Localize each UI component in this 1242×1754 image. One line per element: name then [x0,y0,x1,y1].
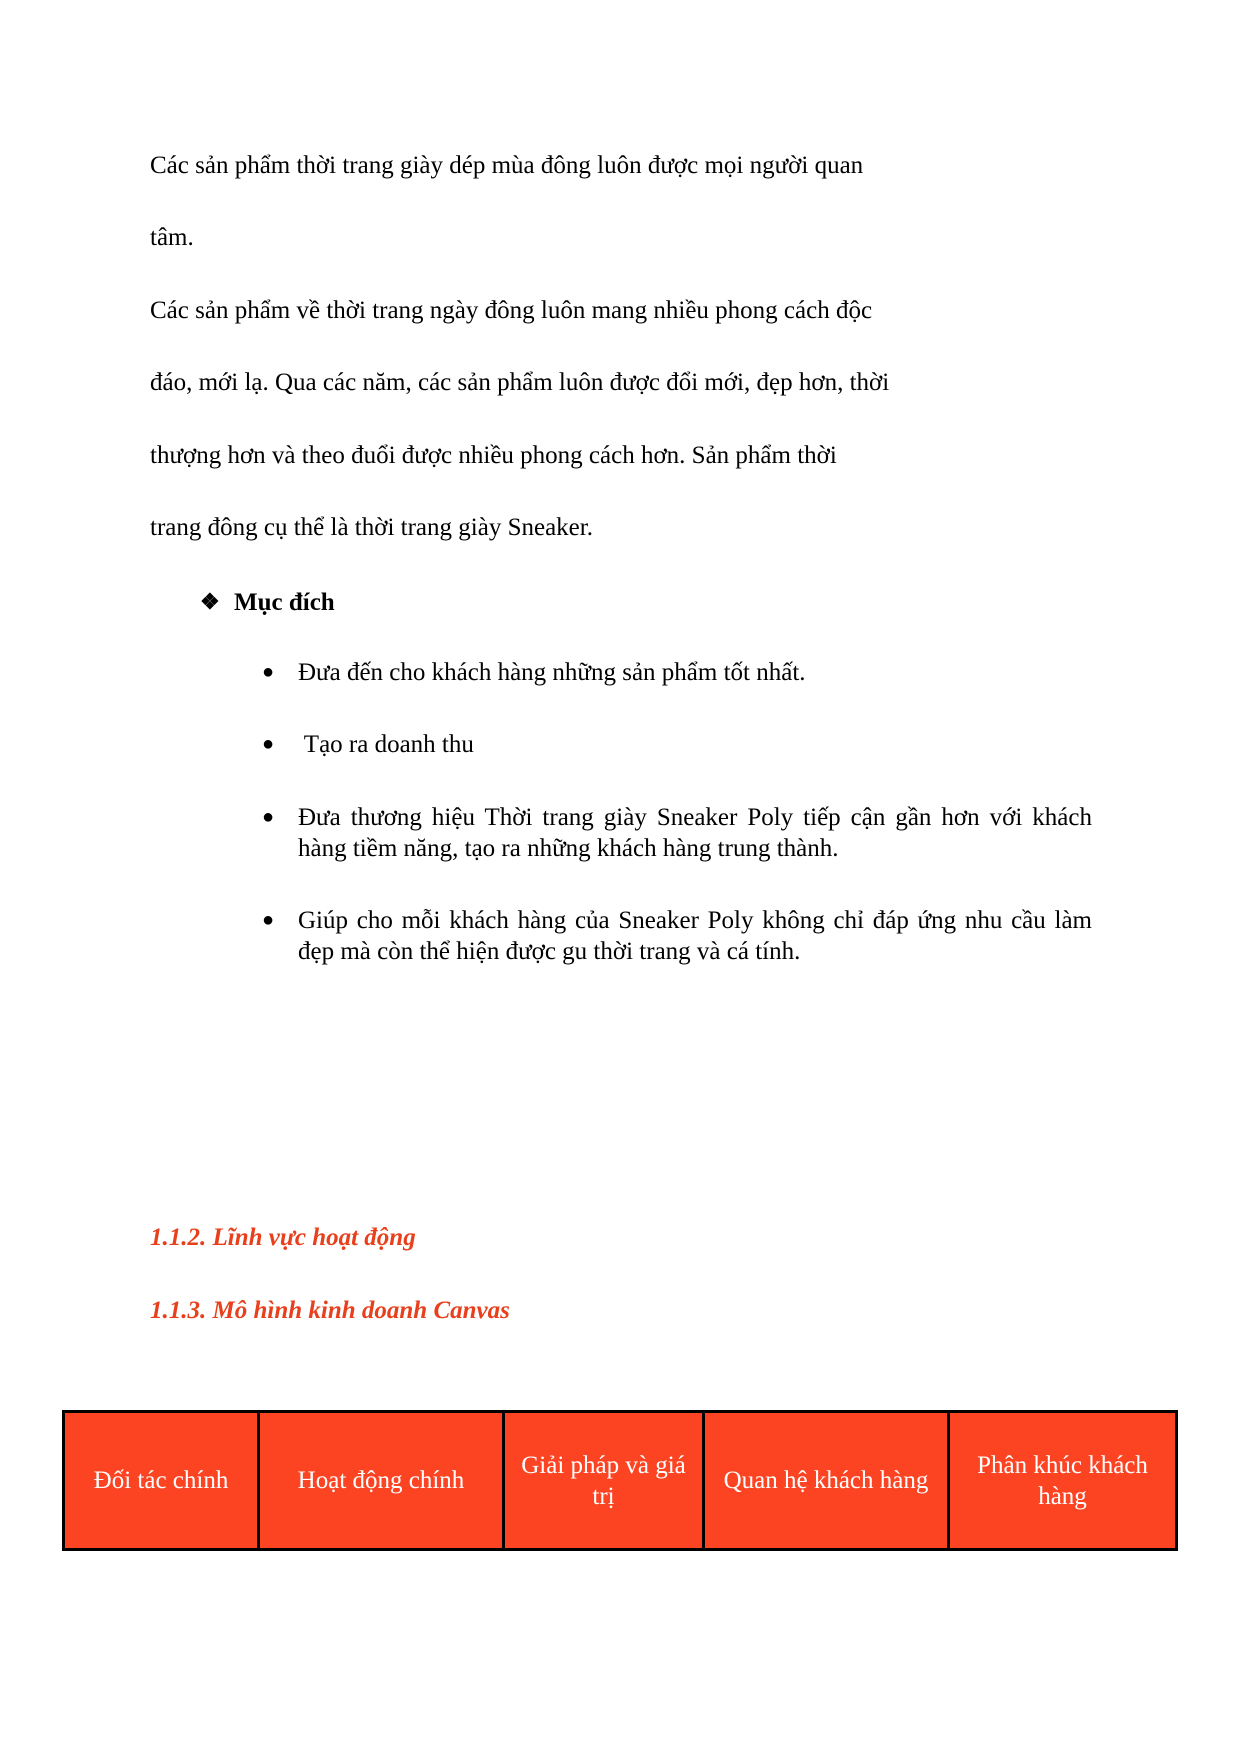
purpose-bullet-item [262,905,1092,967]
table-cell-key-partners: Đối tác chính [64,1412,259,1550]
purpose-bullet-text: Đưa thương hiệu Thời trang giày Sneaker Poly tiếp cận gần hơn với khách hàng tiềm năng, tạo ra những khách hàng trung thành. [298,804,1092,862]
purpose-heading [200,587,335,618]
paragraph-line: Các sản phẩm về thời trang ngày đông luôn mang nhiều phong cách độc [150,297,873,324]
paragraph-line: Các sản phẩm thời trang giày dép mùa đông luôn được mọi người quan [150,152,864,179]
bullet-dot-icon: ● [262,806,275,828]
table-cell-key-activities: Hoạt động chính [259,1412,504,1550]
purpose-heading-text: Mục đích [234,589,335,616]
table-cell-value-propositions: Giải pháp và giá trị [504,1412,704,1550]
subsection-heading-canvas-model: 1.1.3. Mô hình kinh doanh Canvas [150,1297,510,1324]
paragraph-line: trang đông cụ thể là thời trang giày Sneaker. [150,514,593,541]
purpose-bullet-text: Giúp cho mỗi khách hàng của Sneaker Poly không chỉ đáp ứng nhu cầu làm đẹp mà còn thể hiện được gu thời trang và cá tính. [298,907,1092,965]
subsection-heading-field-of-activity: 1.1.2. Lĩnh vực hoạt động [150,1224,416,1251]
paragraph-line: đáo, mới lạ. Qua các năm, các sản phẩm luôn được đổi mới, đẹp hơn, thời [150,369,890,396]
purpose-bullet-item [262,657,1092,688]
purpose-bullet-text: Tạo ra doanh thu [298,731,474,758]
bullet-dot-icon: ● [262,661,275,683]
purpose-bullet-text: Đưa đến cho khách hàng những sản phẩm tốt nhất. [298,659,806,686]
purpose-bullet-item [262,729,1092,760]
paragraph-line: tâm. [150,224,194,251]
diamond-bullet-icon: ❖ [200,589,220,614]
table-cell-customer-relationships: Quan hệ khách hàng [704,1412,949,1550]
table-cell-customer-segments: Phân khúc khách hàng [949,1412,1177,1550]
bullet-dot-icon: ● [262,733,275,755]
purpose-bullet-item [262,802,1092,864]
canvas-model-table [62,1410,1178,1551]
paragraph-line: thượng hơn và theo đuổi được nhiều phong cách hơn. Sản phẩm thời [150,442,837,469]
bullet-dot-icon: ● [262,909,275,931]
table-row [64,1412,1177,1550]
